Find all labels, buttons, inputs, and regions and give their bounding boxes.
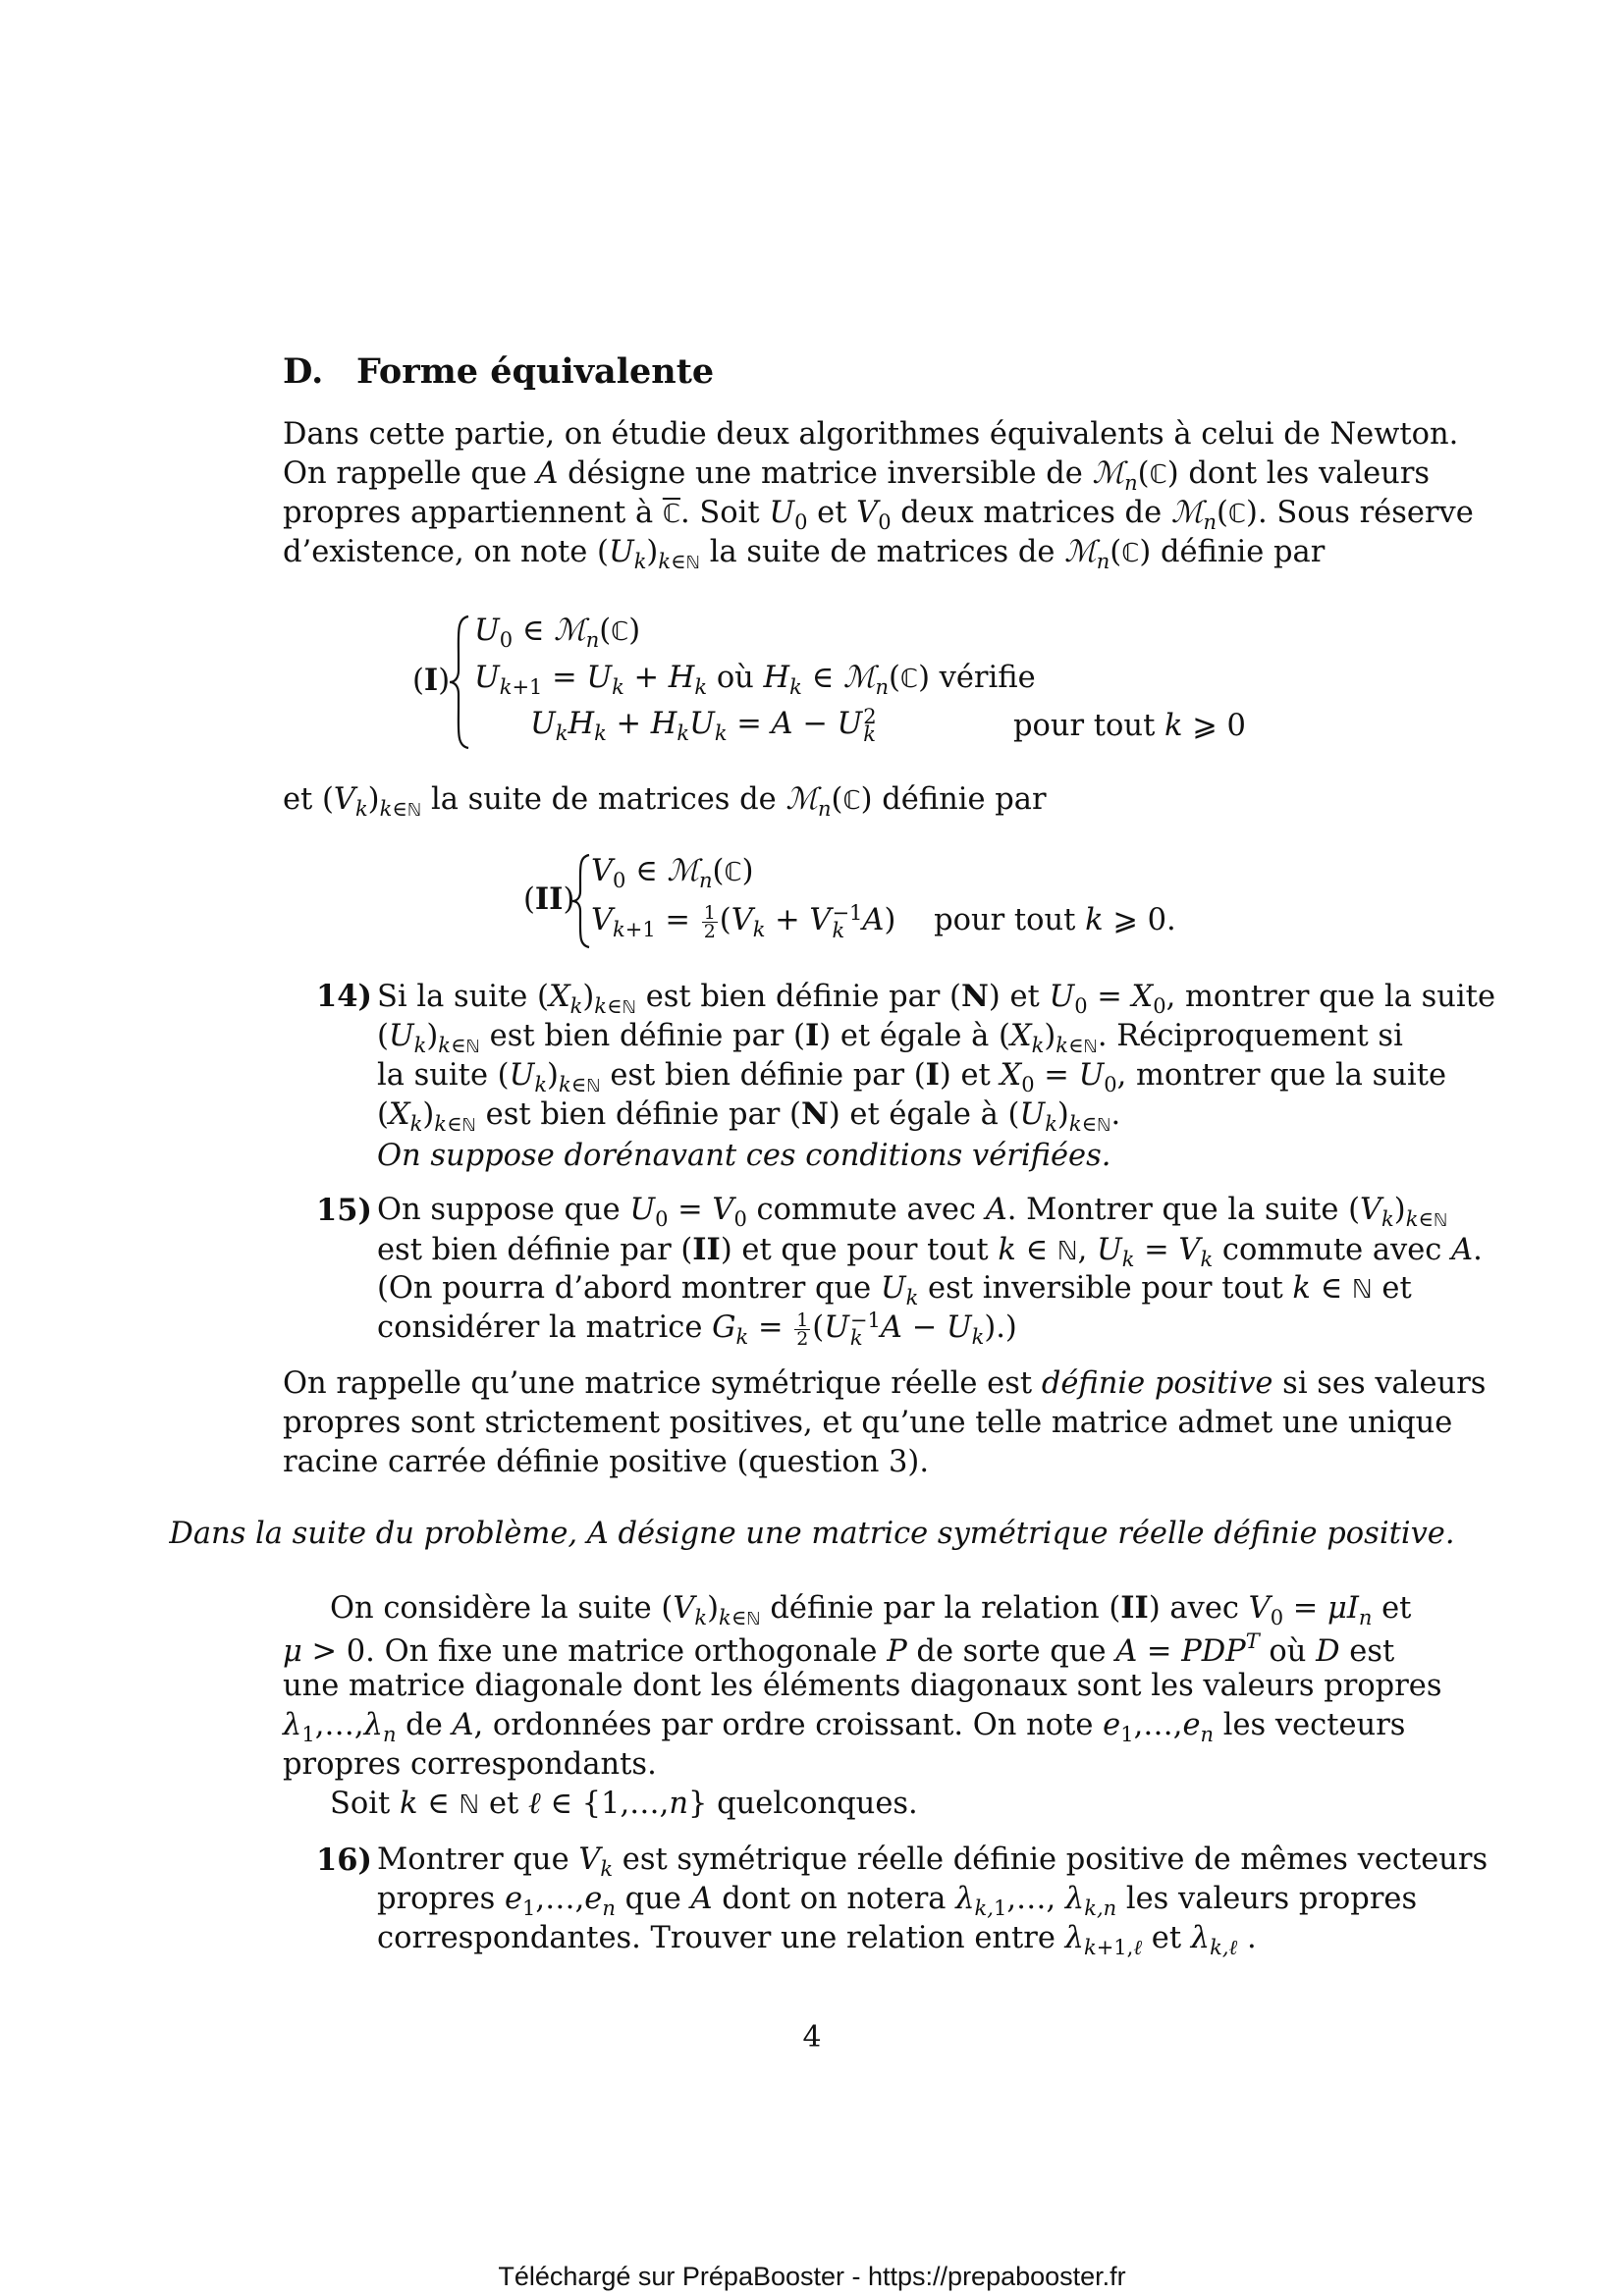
intro-line-1: Dans cette partie, on étudie deux algorithmes équivalents à celui de Newton. [283, 417, 1459, 452]
system-I-row-2: $U_{k+1} = U_k + H_k$ où $H_k$ ∈ ℳ$_n$(ℂ) vérifie [474, 661, 1036, 699]
section-title: Forme équivalente [356, 351, 715, 392]
system-I-label: (I) [412, 663, 451, 698]
page-number: 4 [802, 2020, 822, 2055]
system-II-label: (II) [523, 881, 575, 917]
system-II-row-1: $V_0$ ∈ ℳ$_n$(ℂ) [591, 854, 754, 892]
section-number: D. [283, 351, 324, 392]
reminder-line-3: racine carrée définie positive (question 3). [283, 1445, 930, 1479]
question-number: 16) [316, 1842, 372, 1878]
setup-soit: Soit k ∈ ℕ et ℓ ∈ {1,…,n} quelconques. [330, 1787, 918, 1821]
section-heading [283, 351, 714, 392]
reminder-line-1: On rappelle qu’une matrice symétrique réelle est définie positive si ses valeurs [283, 1366, 1487, 1401]
intro-line-4: d’existence, on note $(U_k)_{k\in ℕ}$ la suite de matrices de ℳ$_n$(ℂ) définie par [283, 535, 1326, 573]
left-brace-icon [447, 614, 472, 751]
question-14-line-1: Si la suite $(X_k)_{k\in ℕ}$ est bien définie par (N) et $U_0 = X_0$, montrer que la suite [377, 979, 1495, 1018]
between-text: et $(V_k)_{k\in ℕ}$ la suite de matrices de ℳ$_n$(ℂ) définie par [283, 782, 1047, 821]
reminder-line-2: propres sont strictement positives, et qu’une telle matrice admet une unique [283, 1406, 1453, 1440]
question-14-note: On suppose dorénavant ces conditions vérifiées. [377, 1139, 1111, 1173]
setup-line-4: $\lambda_1,\dots,\lambda_n$ de A, ordonnées par ordre croissant. On note $e_1,\dots,e_n$ les vecteurs [283, 1708, 1406, 1746]
question-16-line-2: propres $e_1,\dots,e_n$ que A dont on notera $\lambda_{k,1},\dots$, $\lambda_{k,n}$ les valeurs propres [377, 1882, 1418, 1920]
download-footer: Téléchargé sur PrépaBooster - https://prepabooster.fr [498, 2262, 1126, 2291]
question-15-line-1: On suppose que $U_0 = V_0$ commute avec A. Montrer que la suite $(V_k)_{k\in ℕ}$ [377, 1193, 1448, 1231]
assumption-statement: Dans la suite du problème, A désigne une matrice symétrique réelle définie positive. [169, 1517, 1455, 1551]
setup-line-3: une matrice diagonale dont les éléments diagonaux sont les valeurs propres [283, 1669, 1442, 1703]
left-brace-icon [569, 852, 593, 950]
setup-line-5: propres correspondants. [283, 1747, 657, 1782]
question-16-line-3: correspondantes. Trouver une relation entre $\lambda_{k+1,\ell}$ et $\lambda_{k,\ell}$ . [377, 1921, 1257, 1959]
system-I-row-3: $U_kH_k + H_kU_k = A - U$ 2 k [530, 705, 877, 746]
question-15-line-2: est bien définie par (II) et que pour tout k ∈ ℕ, $U_k = V_k$ commute avec A. [377, 1232, 1483, 1271]
intro-line-3: propres appartiennent à ℂ. Soit $U_0$ et $V_0$ deux matrices de ℳ$_n$(ℂ). Sous réserve [283, 496, 1474, 534]
system-I-condition: pour tout k ⩾ 0 [1013, 709, 1246, 743]
emphasis: définie positive [1041, 1366, 1273, 1401]
system-I-row-1: $U_0$ ∈ ℳ$_n$(ℂ) [474, 614, 641, 652]
setup-line-1: On considère la suite $(V_k)_{k\in ℕ}$ définie par la relation (II) avec $V_0 = \mu I_n$ et [330, 1590, 1412, 1629]
question-15-line-3: (On pourra d’abord montrer que $U_k$ est inversible pour tout k ∈ ℕ et [377, 1271, 1412, 1309]
question-14-line-4: $(X_k)_{k\in ℕ}$ est bien définie par (N) et égale à $(U_k)_{k\in ℕ}$. [377, 1096, 1121, 1136]
question-number: 15) [316, 1193, 372, 1228]
question-16-line-1: Montrer que $V_k$ est symétrique réelle définie positive de mêmes vecteurs [377, 1842, 1489, 1881]
setup-line-2: μ > 0. On fixe une matrice orthogonale P de sorte que $A = PDP^T$ où D est [283, 1629, 1395, 1669]
question-14-line-2: $(U_k)_{k\in ℕ}$ est bien définie par (I) et égale à $(X_k)_{k\in ℕ}$. Réciproquement si [377, 1018, 1403, 1057]
question-15-line-4: considérer la matrice $G_k$ = $\frac{1}{2}$ (U −1 k $A - U_k$).) [377, 1308, 1017, 1350]
question-number: 14) [316, 979, 372, 1014]
question-14-line-3: la suite $(U_k)_{k\in ℕ}$ est bien définie par (I) et $X_0 = U_0$, montrer que la suite [377, 1057, 1447, 1096]
intro-line-2: On rappelle que A désigne une matrice inversible de ℳ$_n$(ℂ) dont les valeurs [283, 456, 1431, 495]
system-II-row-2: $V_{k+1}$ = $\frac{1}{2}$ ($V_k + V$ −1 k A) pour tout k ⩾ 0. [591, 901, 1176, 942]
